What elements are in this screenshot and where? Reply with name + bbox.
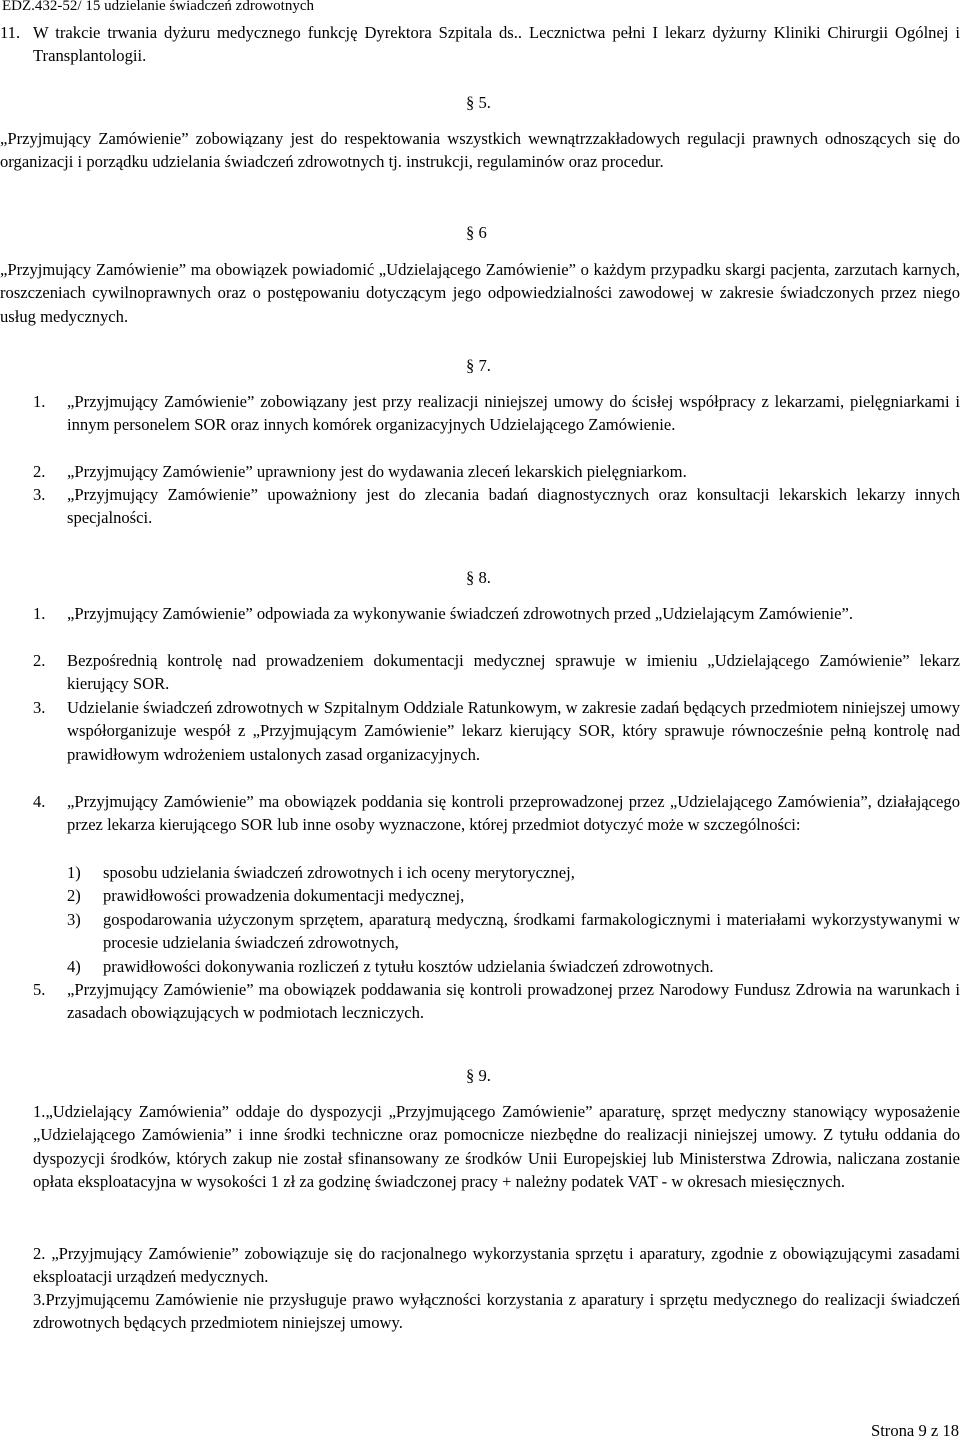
item-text: „Przyjmujący Zamówienie” zobowiązany jest przy realizacji niniejszej umowy do ścisłej współpracy z lekarzami, pielęgniarkami i innym personelem SOR oraz innych komórek organizacyjnych Udzielającego Zamówienie. [67,392,960,435]
item-number: 3. [33,698,46,717]
intro-text: W trakcie trwania dyżuru medycznego funkcję Dyrektora Szpitala ds.. Lecznictwa pełni I lekarz dyżurny Kliniki Chirurgii Ogólnej i Transplantologii. [33,23,960,66]
item-text: Bezpośrednią kontrolę nad prowadzeniem dokumentacji medycznej sprawuje w imieniu „Udzielającego Zamówienie” lekarz kierujący SOR. [67,651,960,694]
subitem-text: prawidłowości prowadzenia dokumentacji medycznej, [103,886,465,905]
subitem-text: prawidłowości dokonywania rozliczeń z tytułu kosztów udzielania świadczeń zdrowotnych. [103,957,714,976]
section-8-subitem [67,908,960,955]
item-text: „Przyjmujący Zamówienie” ma obowiązek poddania się kontroli przeprowadzonej przez „Udzielającego Zamówienia”, działającego przez lekarza kierującego SOR lub inne osoby wyznaczone, której przedmiot dotyczyć może w szczególności: [67,792,960,835]
item-number: 1. [33,604,46,623]
section-6-heading: § 6 [466,223,487,242]
section-8-item [33,602,960,625]
section-5-text: „Przyjmujący Zamówienie” zobowiązany jest do respektowania wszystkich wewnątrzzakładowych regulacji prawnych odnoszących się do organizacji i porządku udzielania świadczeń zdrowotnych tj. instrukcji, regulaminów oraz procedur. [0,129,960,172]
intro-paragraph [0,21,960,68]
item-number: 1. [33,392,46,411]
item-text: „Przyjmujący Zamówienie” ma obowiązek poddawania się kontroli prowadzonej przez Narodowy Fundusz Zdrowia na warunkach i zasadach obowiązujących w podmiotach leczniczych. [67,980,960,1023]
section-8-item [33,790,960,837]
section-8-item [33,978,960,1025]
intro-number: 11. [0,23,21,42]
section-8-subitem [67,861,960,884]
section-6-text: „Przyjmujący Zamówienie” ma obowiązek powiadomić „Udzielającego Zamówienie” o każdym przypadku skargi pacjenta, zarzutach karnych, roszczeniach cywilnoprawnych oraz o postępowaniu dotyczącym jego odpowiedzialności zawodowej w zakresie świadczonych przez niego usług medycznych. [0,260,960,326]
section-8-item [33,696,960,766]
section-8-subitem [67,955,960,978]
section-9-paragraph-2: 2. „Przyjmujący Zamówienie” zobowiązuje się do racjonalnego wykorzystania sprzętu i aparatury, zgodnie z obowiązującymi zasadami eksploatacji urządzeń medycznych. [33,1244,960,1287]
item-number: 2. [33,651,46,670]
section-8-subitem [67,884,960,907]
section-7-item [33,390,960,437]
section-8-heading: § 8. [466,568,491,587]
section-7-heading: § 7. [466,356,491,375]
item-text: „Przyjmujący Zamówienie” odpowiada za wykonywanie świadczeń zdrowotnych przed „Udzielającym Zamówienie”. [67,604,854,623]
item-number: 5. [33,980,46,999]
section-9-heading: § 9. [466,1066,491,1085]
subitem-number: 3) [67,910,81,929]
document-header: EDZ.432-52/ 15 udzielanie świadczeń zdrowotnych [2,0,314,14]
subitem-text: gospodarowania użyczonym sprzętem, aparaturą medyczną, środkami farmakologicznymi i materiałami wykorzystywanymi w procesie udzielania świadczeń zdrowotnych, [103,910,960,953]
item-text: „Przyjmujący Zamówienie” upoważniony jest do zlecania badań diagnostycznych oraz konsultacji lekarskich lekarzy innych specjalności. [67,485,960,528]
section-8-item [33,649,960,696]
section-9-paragraph-3: 3.Przyjmującemu Zamówienie nie przysługuje prawo wyłączności korzystania z aparatury i sprzętu medycznego do realizacji świadczeń zdrowotnych będących przedmiotem niniejszej umowy. [33,1290,960,1333]
item-number: 4. [33,792,46,811]
section-7-item [33,460,960,483]
subitem-number: 2) [67,886,81,905]
page-number: Strona 9 z 18 [870,1421,959,1440]
subitem-number: 1) [67,863,81,882]
subitem-number: 4) [67,957,81,976]
subitem-text: sposobu udzielania świadczeń zdrowotnych i ich oceny merytorycznej, [103,863,575,882]
section-9-paragraph-1: 1.„Udzielający Zamówienia” oddaje do dyspozycji „Przyjmującego Zamówienie” aparaturę, sprzęt medyczny stanowiący wyposażenie „Udzielającego Zamówienia” i inne środki techniczne oraz pomocnicze niezbędne do realizacji niniejszej umowy. Z tytułu oddania do dyspozycji środków, których zakup nie został sfinansowany ze środków Unii Europejskiej lub Ministerstwa Zdrowia, naliczana zostanie opłata eksploatacyjna w wysokości 1 zł za godzinę świadczonej pracy + należny podatek VAT - w okresach miesięcznych. [33,1102,960,1192]
item-number: 3. [33,485,46,504]
section-5-heading: § 5. [466,93,491,112]
section-7-item [33,483,960,530]
item-number: 2. [33,462,46,481]
item-text: Udzielanie świadczeń zdrowotnych w Szpitalnym Oddziale Ratunkowym, w zakresie zadań będących przedmiotem niniejszej umowy współorganizuje wespół z „Przyjmującym Zamówienie” lekarz kierujący SOR, który sprawuje równocześnie pełną kontrolę nad prawidłowym wdrożeniem ustalonych zasad organizacyjnych. [67,698,960,764]
item-text: „Przyjmujący Zamówienie” uprawniony jest do wydawania zleceń lekarskich pielęgniarkom. [67,462,687,481]
